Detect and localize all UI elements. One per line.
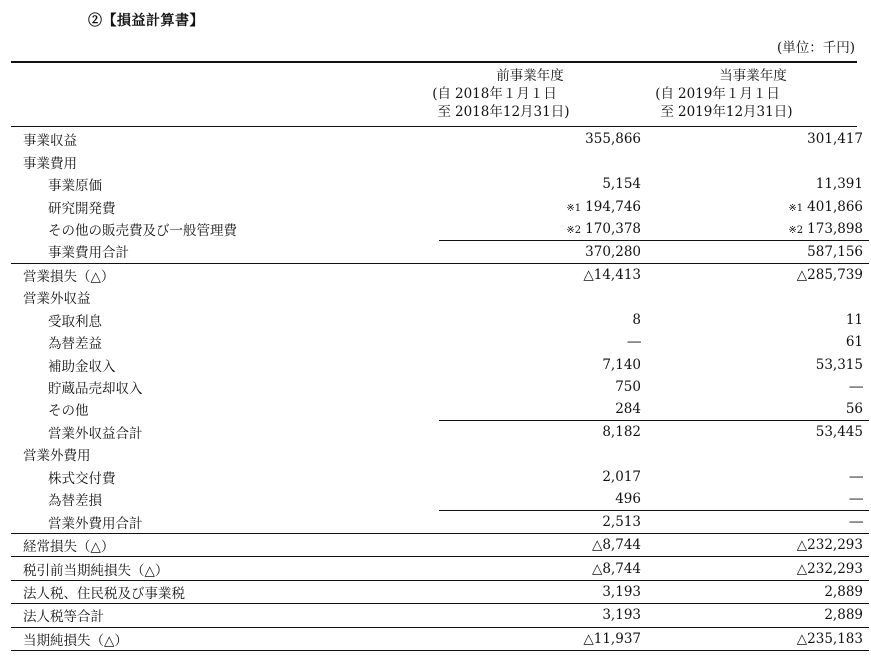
curr-value-cell bbox=[651, 421, 869, 443]
row-label: その他 bbox=[48, 403, 89, 420]
prev-value-cell bbox=[439, 150, 651, 172]
section-title: ②【損益計算書】 bbox=[88, 13, 204, 29]
curr-value: 53,445 bbox=[815, 424, 863, 441]
unit-label: (単位：千円) bbox=[776, 40, 855, 56]
prev-value: 3,193 bbox=[602, 583, 641, 600]
row-label: 営業外費用 bbox=[23, 448, 91, 465]
prev-value-cell bbox=[439, 604, 651, 627]
prev-value-cell bbox=[439, 488, 651, 510]
prev-value: 8,182 bbox=[602, 424, 641, 441]
prev-value-cell bbox=[439, 331, 651, 353]
table-row bbox=[11, 195, 869, 217]
curr-value-cell bbox=[651, 443, 869, 465]
column-header-curr: 当事業年度 (自 2019年１月１日 至 2019年12月31日) bbox=[648, 67, 858, 121]
prev-value: 370,280 bbox=[585, 243, 641, 260]
prev-value-cell bbox=[439, 466, 651, 488]
curr-value: 11,391 bbox=[815, 176, 863, 193]
period-to: 2018年12月31日) bbox=[455, 104, 570, 120]
table-row bbox=[11, 353, 869, 375]
row-label: 当期純損失（△） bbox=[11, 627, 439, 650]
curr-value-cell bbox=[651, 533, 869, 556]
prev-value-cell bbox=[439, 533, 651, 556]
table-row bbox=[11, 533, 869, 556]
prev-value: 3,193 bbox=[602, 607, 641, 624]
row-label: 法人税等合計 bbox=[11, 604, 439, 627]
prev-value: 5,154 bbox=[602, 176, 641, 193]
prev-value-cell bbox=[439, 421, 651, 443]
table-row bbox=[11, 286, 869, 308]
row-label: 営業外収益合計 bbox=[48, 425, 143, 442]
note-marker: ※1 bbox=[566, 202, 582, 214]
prev-value-cell bbox=[439, 240, 651, 263]
curr-value-cell bbox=[651, 173, 869, 195]
curr-value-cell bbox=[651, 240, 869, 263]
table-row bbox=[11, 240, 869, 263]
table-row bbox=[11, 128, 869, 150]
curr-value: 56 bbox=[845, 401, 863, 418]
row-label: 研究開発費 bbox=[48, 200, 116, 217]
row-label: 税引前当期純損失（△） bbox=[11, 557, 439, 580]
income-statement-table bbox=[11, 128, 869, 651]
table-row bbox=[11, 443, 869, 465]
period-to: 2019年12月31日) bbox=[678, 104, 793, 120]
row-label: 事業費用合計 bbox=[48, 245, 129, 262]
prev-value-cell bbox=[439, 376, 651, 398]
prev-value-cell bbox=[439, 580, 651, 603]
table-row bbox=[11, 309, 869, 331]
table-row bbox=[11, 580, 869, 603]
prev-value: △8,744 bbox=[591, 560, 641, 577]
prev-value-cell bbox=[439, 128, 651, 150]
row-label: 補助金収入 bbox=[48, 358, 116, 375]
header-rule bbox=[11, 126, 857, 127]
curr-value-cell bbox=[651, 150, 869, 172]
curr-value-cell bbox=[651, 331, 869, 353]
period-from: 2018年１月１日 bbox=[455, 86, 557, 102]
curr-value: 173,898 bbox=[807, 220, 863, 237]
row-label: 営業外費用合計 bbox=[48, 515, 143, 532]
prev-value-cell bbox=[439, 263, 651, 286]
table-row bbox=[11, 466, 869, 488]
prev-value: 355,866 bbox=[585, 131, 641, 148]
curr-value-cell bbox=[651, 510, 869, 533]
curr-value: △235,183 bbox=[796, 630, 863, 647]
prev-value: 194,746 bbox=[585, 198, 641, 215]
table-row bbox=[11, 421, 869, 443]
prev-value: 170,378 bbox=[585, 220, 641, 237]
column-name: 前事業年度 bbox=[496, 68, 564, 84]
curr-value-cell bbox=[651, 488, 869, 510]
table-row bbox=[11, 376, 869, 398]
table-row bbox=[11, 331, 869, 353]
column-name: 当事業年度 bbox=[719, 68, 787, 84]
period-from: 2019年１月１日 bbox=[678, 86, 780, 102]
prev-value-cell bbox=[439, 173, 651, 195]
row-label: 事業費用 bbox=[23, 155, 77, 172]
curr-value: 11 bbox=[845, 311, 863, 328]
table-row bbox=[11, 398, 869, 420]
note-marker: ※2 bbox=[566, 224, 582, 236]
row-label: 為替差益 bbox=[48, 336, 102, 353]
prev-value: 496 bbox=[615, 490, 641, 507]
row-label: 事業収益 bbox=[23, 133, 77, 150]
curr-value-cell bbox=[651, 376, 869, 398]
prev-value: 7,140 bbox=[602, 356, 641, 373]
row-label: その他の販売費及び一般管理費 bbox=[48, 222, 237, 239]
curr-value: △232,293 bbox=[796, 537, 863, 554]
curr-value-cell bbox=[651, 627, 869, 650]
column-header-prev: 前事業年度 (自 2018年１月１日 至 2018年12月31日) bbox=[425, 67, 635, 121]
row-label: 為替差損 bbox=[48, 493, 102, 510]
curr-value: 2,889 bbox=[824, 607, 863, 624]
curr-value-cell bbox=[651, 218, 869, 240]
table-row bbox=[11, 150, 869, 172]
prev-value: 750 bbox=[615, 379, 641, 396]
row-label: 法人税、住民税及び事業税 bbox=[11, 580, 439, 603]
curr-value-cell bbox=[651, 309, 869, 331]
curr-value-cell bbox=[651, 286, 869, 308]
table-row bbox=[11, 263, 869, 286]
table-row bbox=[11, 510, 869, 533]
top-rule bbox=[11, 61, 857, 63]
row-label: 営業損失（△） bbox=[11, 263, 439, 286]
row-label: 貯蔵品売却収入 bbox=[48, 381, 143, 398]
curr-value: 53,315 bbox=[815, 356, 863, 373]
curr-value: ― bbox=[849, 513, 863, 530]
prev-value-cell bbox=[439, 195, 651, 217]
row-label: 営業外収益 bbox=[23, 291, 91, 308]
curr-value: ― bbox=[849, 379, 863, 396]
curr-value: 301,417 bbox=[807, 131, 863, 148]
prev-value: 2,017 bbox=[602, 468, 641, 485]
curr-value-cell bbox=[651, 128, 869, 150]
prev-value-cell bbox=[439, 309, 651, 331]
prev-value: △8,744 bbox=[591, 537, 641, 554]
curr-value-cell bbox=[651, 263, 869, 286]
row-label: 受取利息 bbox=[48, 313, 102, 330]
prev-value: ― bbox=[627, 334, 641, 351]
table-row bbox=[11, 557, 869, 580]
curr-value: 61 bbox=[845, 334, 863, 351]
curr-value-cell bbox=[651, 195, 869, 217]
prev-value: △11,937 bbox=[583, 630, 641, 647]
table-row bbox=[11, 488, 869, 510]
curr-value-cell bbox=[651, 557, 869, 580]
curr-value: △285,739 bbox=[796, 266, 863, 283]
prev-value-cell bbox=[439, 353, 651, 375]
curr-value: ― bbox=[849, 468, 863, 485]
prev-value-cell bbox=[439, 398, 651, 420]
prev-value: 284 bbox=[615, 401, 641, 418]
curr-value: ― bbox=[849, 490, 863, 507]
prev-value-cell bbox=[439, 443, 651, 465]
prev-value: 2,513 bbox=[602, 513, 641, 530]
curr-value: 2,889 bbox=[824, 583, 863, 600]
row-label: 事業原価 bbox=[48, 178, 102, 195]
prev-value-cell bbox=[439, 510, 651, 533]
curr-value: 401,866 bbox=[807, 198, 863, 215]
row-label: 株式交付費 bbox=[48, 470, 116, 487]
table-row bbox=[11, 173, 869, 195]
table-row bbox=[11, 627, 869, 650]
prev-value-cell bbox=[439, 627, 651, 650]
prev-value: △14,413 bbox=[583, 266, 641, 283]
note-marker: ※2 bbox=[788, 224, 804, 236]
curr-value-cell bbox=[651, 353, 869, 375]
prev-value: 8 bbox=[632, 311, 641, 328]
table-row bbox=[11, 604, 869, 627]
curr-value-cell bbox=[651, 604, 869, 627]
row-label: 経常損失（△） bbox=[11, 533, 439, 556]
curr-value: △232,293 bbox=[796, 560, 863, 577]
curr-value-cell bbox=[651, 398, 869, 420]
prev-value-cell bbox=[439, 557, 651, 580]
prev-value-cell bbox=[439, 286, 651, 308]
table-row bbox=[11, 218, 869, 240]
curr-value-cell bbox=[651, 580, 869, 603]
curr-value: 587,156 bbox=[807, 243, 863, 260]
curr-value-cell bbox=[651, 466, 869, 488]
prev-value-cell bbox=[439, 218, 651, 240]
note-marker: ※1 bbox=[788, 202, 804, 214]
